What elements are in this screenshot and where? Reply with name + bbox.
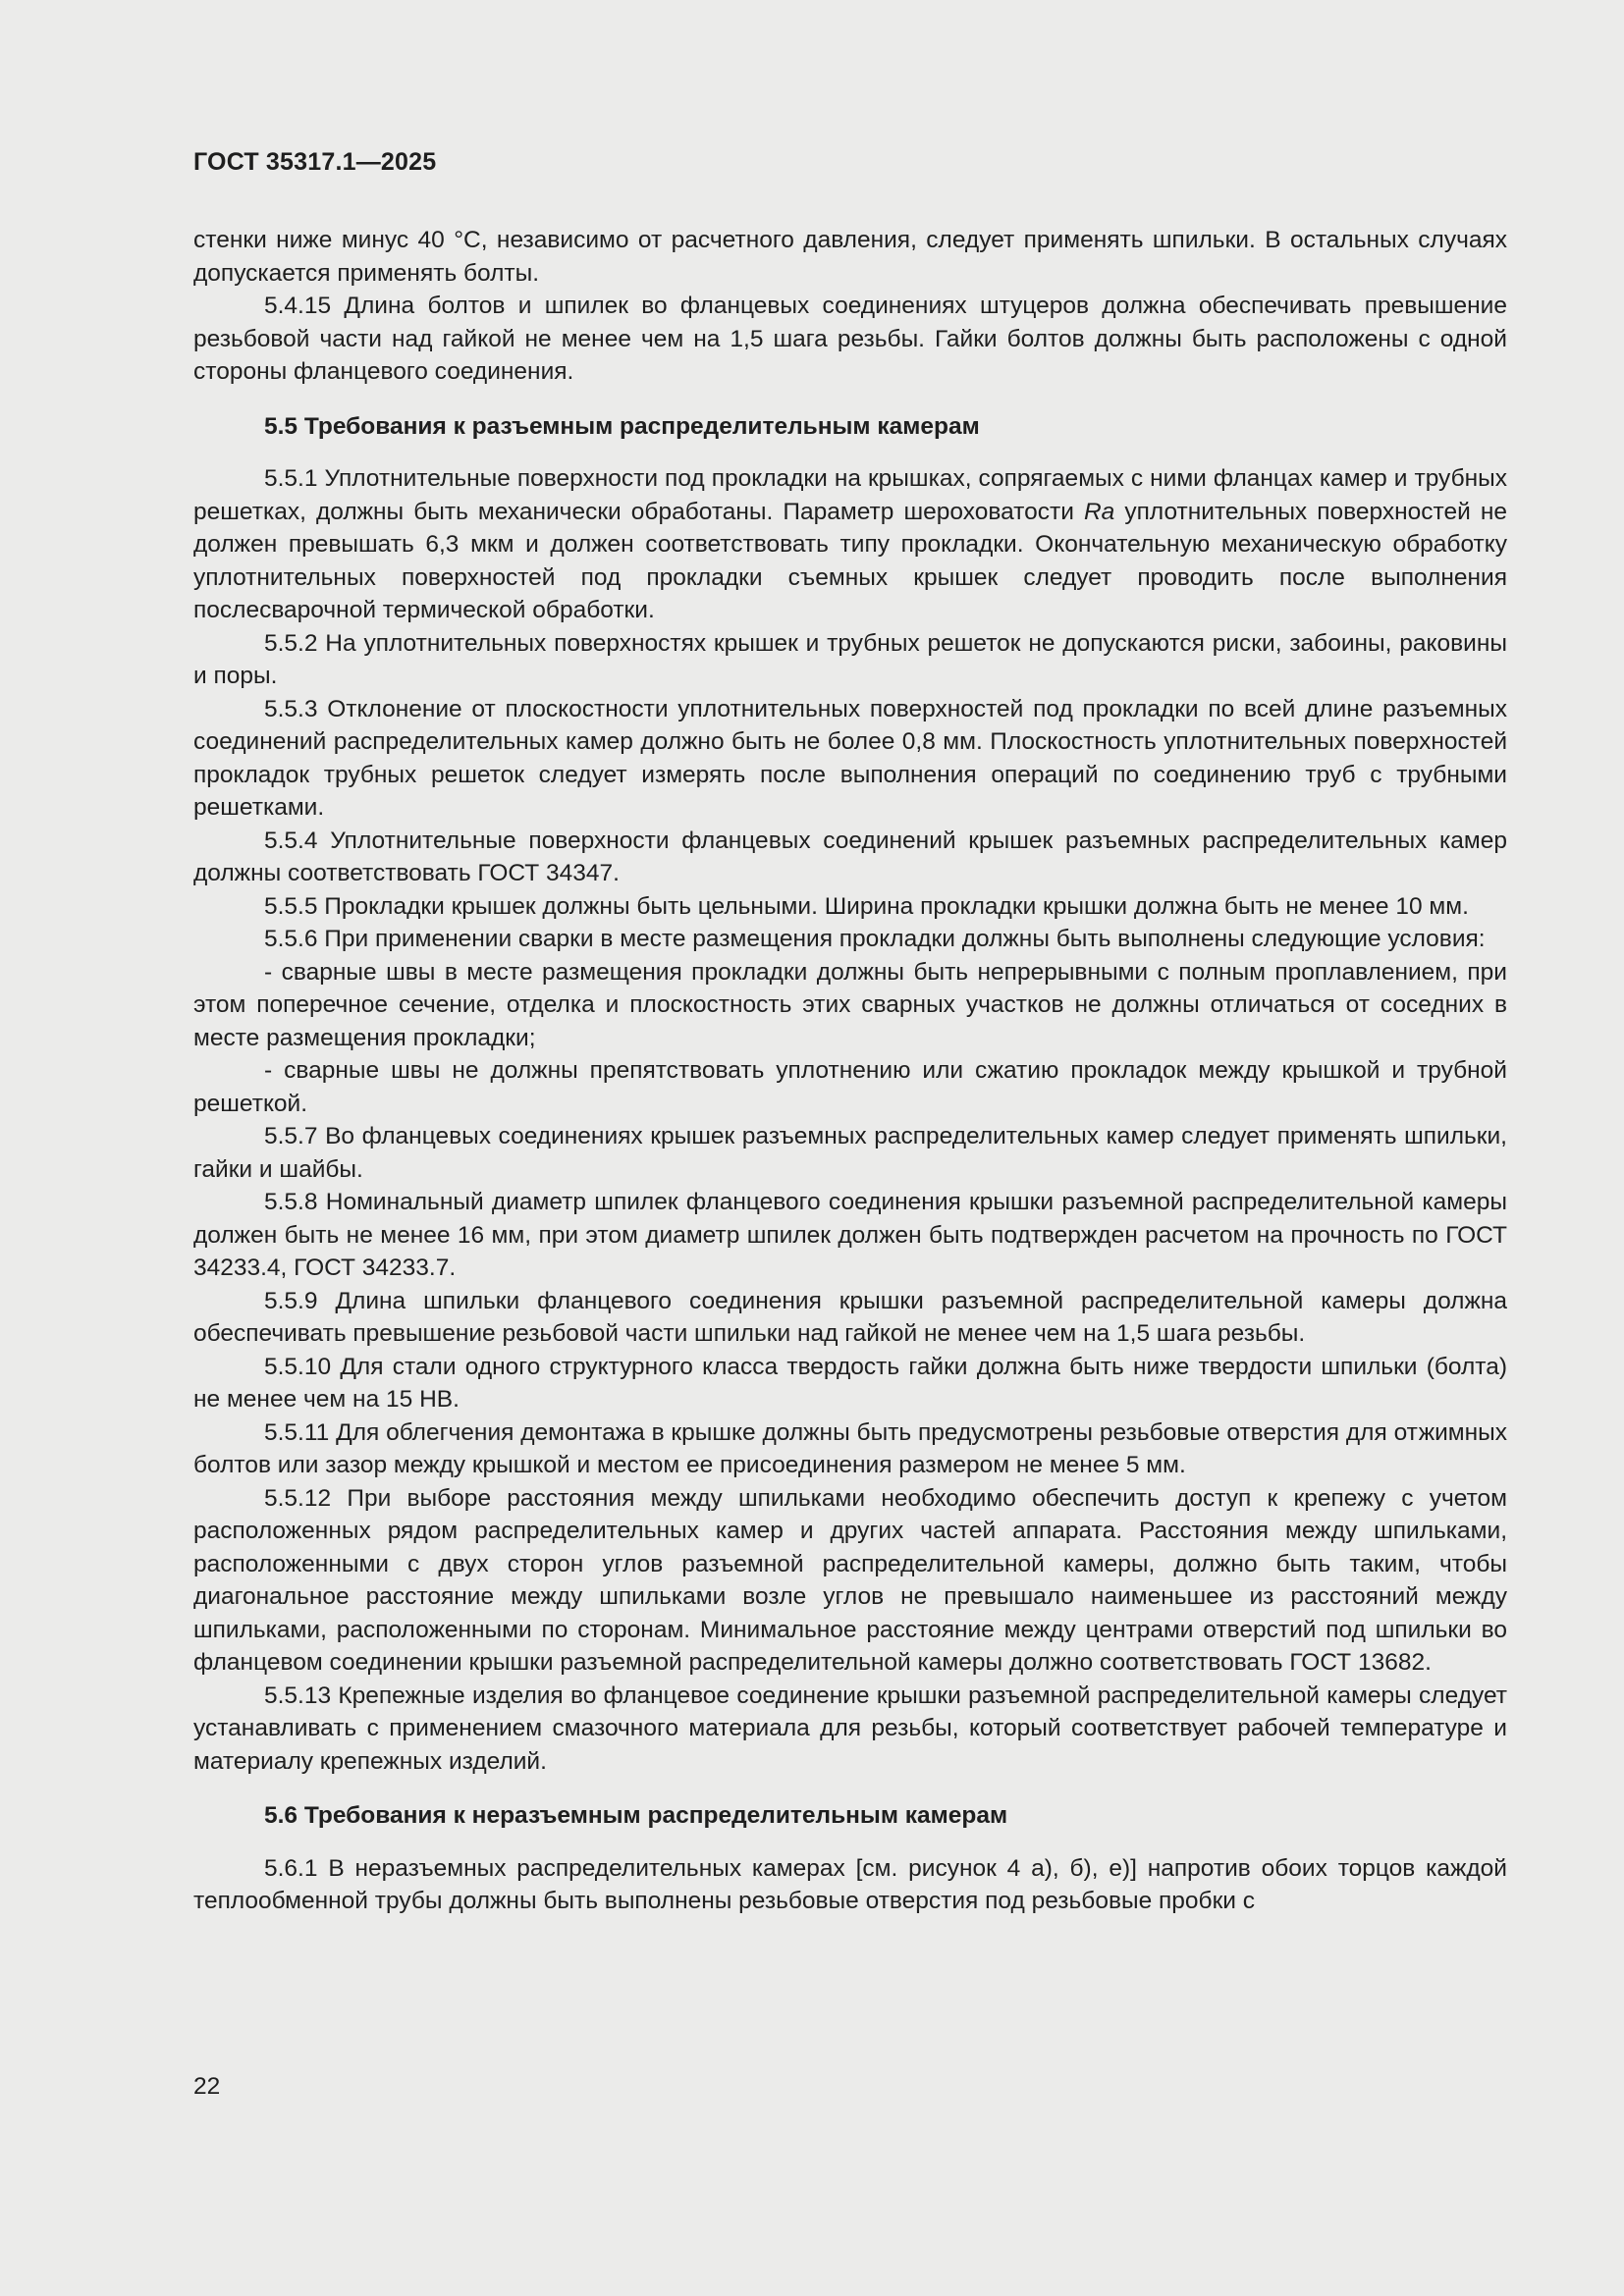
list-item-5-5-6-2: - сварные швы не должны препятствовать уплотнению или сжатию прокладок между крышкой и трубной решеткой.	[193, 1057, 1507, 1117]
section-heading-5-5: 5.5 Требования к разъемным распределительным камерам	[264, 412, 980, 440]
page-number: 22	[193, 2073, 221, 2100]
paragraph-5-5-1-part-b: уплотнительных поверхностей не должен превышать 6,3 мкм и должен соответствовать типу прокладки. Окончательную механическую обработку уплотнительных поверхностей под прокладки съемных крышек следует проводить после выполнения послесварочной термической обработки.	[193, 498, 1508, 623]
paragraph-5-4-15: 5.4.15 Длина болтов и шпилек во фланцевых соединениях штуцеров должна обеспечивать превышение резьбовой части над гайкой не менее чем на 1,5 шага резьбы. Гайки болтов должны быть расположены с одной стороны фланцевого соединения.	[193, 293, 1507, 385]
paragraph-5-5-1	[193, 462, 1507, 627]
paragraph-5-5-4: 5.5.4 Уплотнительные поверхности фланцевых соединений крышек разъемных распределительных камер должны соответствовать ГОСТ 34347.	[193, 827, 1507, 886]
paragraph-5-5-7: 5.5.7 Во фланцевых соединениях крышек разъемных распределительных камер следует применять шпильки, гайки и шайбы.	[193, 1123, 1507, 1183]
paragraph-5-5-3: 5.5.3 Отклонение от плоскостности уплотнительных поверхностей под прокладки по всей длине разъемных соединений распределительных камер должно быть не более 0,8 мм. Плоскостность уплотнительных поверхностей прокладок трубных решеток следует измерять после выполнения операций по соединению труб с трубными решетками.	[193, 695, 1507, 821]
paragraph-5-5-5: 5.5.5 Прокладки крышек должны быть цельными. Ширина прокладки крышки должна быть не менее 10 мм.	[264, 892, 1469, 920]
paragraph-5-5-8: 5.5.8 Номинальный диаметр шпилек фланцевого соединения крышки разъемной распределительной камеры должен быть не менее 16 мм, при этом диаметр шпилек должен быть подтвержден расчетом на прочность по ГОСТ 34233.4, ГОСТ 34233.7.	[193, 1189, 1507, 1281]
paragraph-continuation: стенки ниже минус 40 °С, независимо от расчетного давления, следует применять шпильки. В остальных случаях допускается применять болты.	[193, 227, 1507, 287]
section-heading-5-6: 5.6 Требования к неразъемным распределительным камерам	[264, 1802, 1008, 1829]
paragraph-5-5-12: 5.5.12 При выборе расстояния между шпильками необходимо обеспечить доступ к крепежу с учетом расположенных рядом распределительных камер и других частей аппарата. Расстояния между шпильками, расположенными с двух сторон углов разъемной распределительной камеры, должно быть таким, чтобы диагональное расстояние между шпильками возле углов не превышало наименьшее из расстояний между шпильками, расположенными по сторонам. Минимальное расстояние между центрами отверстий под шпильки во фланцевом соединении крышки разъемной распределительной камеры должно соответствовать ГОСТ 13682.	[193, 1484, 1507, 1676]
document-header: ГОСТ 35317.1—2025	[193, 148, 437, 176]
document-body	[193, 224, 1507, 1918]
paragraph-5-5-10: 5.5.10 Для стали одного структурного класса твердость гайки должна быть ниже твердости шпильки (болта) не менее чем на 15 НВ.	[193, 1353, 1507, 1413]
paragraph-5-5-2: 5.5.2 На уплотнительных поверхностях крышек и трубных решеток не допускаются риски, забоины, раковины и поры.	[193, 629, 1507, 689]
paragraph-5-5-6: 5.5.6 При применении сварки в месте размещения прокладки должны быть выполнены следующие условия:	[264, 926, 1486, 952]
paragraph-5-6-1: 5.6.1 В неразъемных распределительных камерах [см. рисунок 4 а), б), е)] напротив обоих торцов каждой теплообменной трубы должны быть выполнены резьбовые отверстия под резьбовые пробки с	[193, 1854, 1507, 1914]
roughness-symbol-ra: Ra	[1083, 498, 1115, 525]
paragraph-5-5-9: 5.5.9 Длина шпильки фланцевого соединения крышки разъемной распределительной камеры должна обеспечивать превышение резьбовой части шпильки над гайкой не менее чем на 1,5 шага резьбы.	[193, 1287, 1507, 1347]
paragraph-5-5-13: 5.5.13 Крепежные изделия во фланцевое соединение крышки разъемной распределительной камеры следует устанавливать с применением смазочного материала для резьбы, который соответствует рабочей температуре и материалу крепежных изделий.	[193, 1682, 1507, 1775]
paragraph-5-5-11: 5.5.11 Для облегчения демонтажа в крышке должны быть предусмотрены резьбовые отверстия для отжимных болтов или зазор между крышкой и местом ее присоединения размером не менее 5 мм.	[193, 1418, 1507, 1478]
paragraph-5-5-1-part-a: 5.5.1 Уплотнительные поверхности под прокладки на крышках, сопрягаемых с ними фланцах камер и трубных решетках, должны быть механически обработаны. Параметр шероховатости	[193, 465, 1507, 525]
list-item-5-5-6-1: - сварные швы в месте размещения прокладки должны быть непрерывными с полным проплавлением, при этом поперечное сечение, отделка и плоскостность этих сварных участков не должны отличаться от соседних в месте размещения прокладки;	[193, 958, 1507, 1051]
